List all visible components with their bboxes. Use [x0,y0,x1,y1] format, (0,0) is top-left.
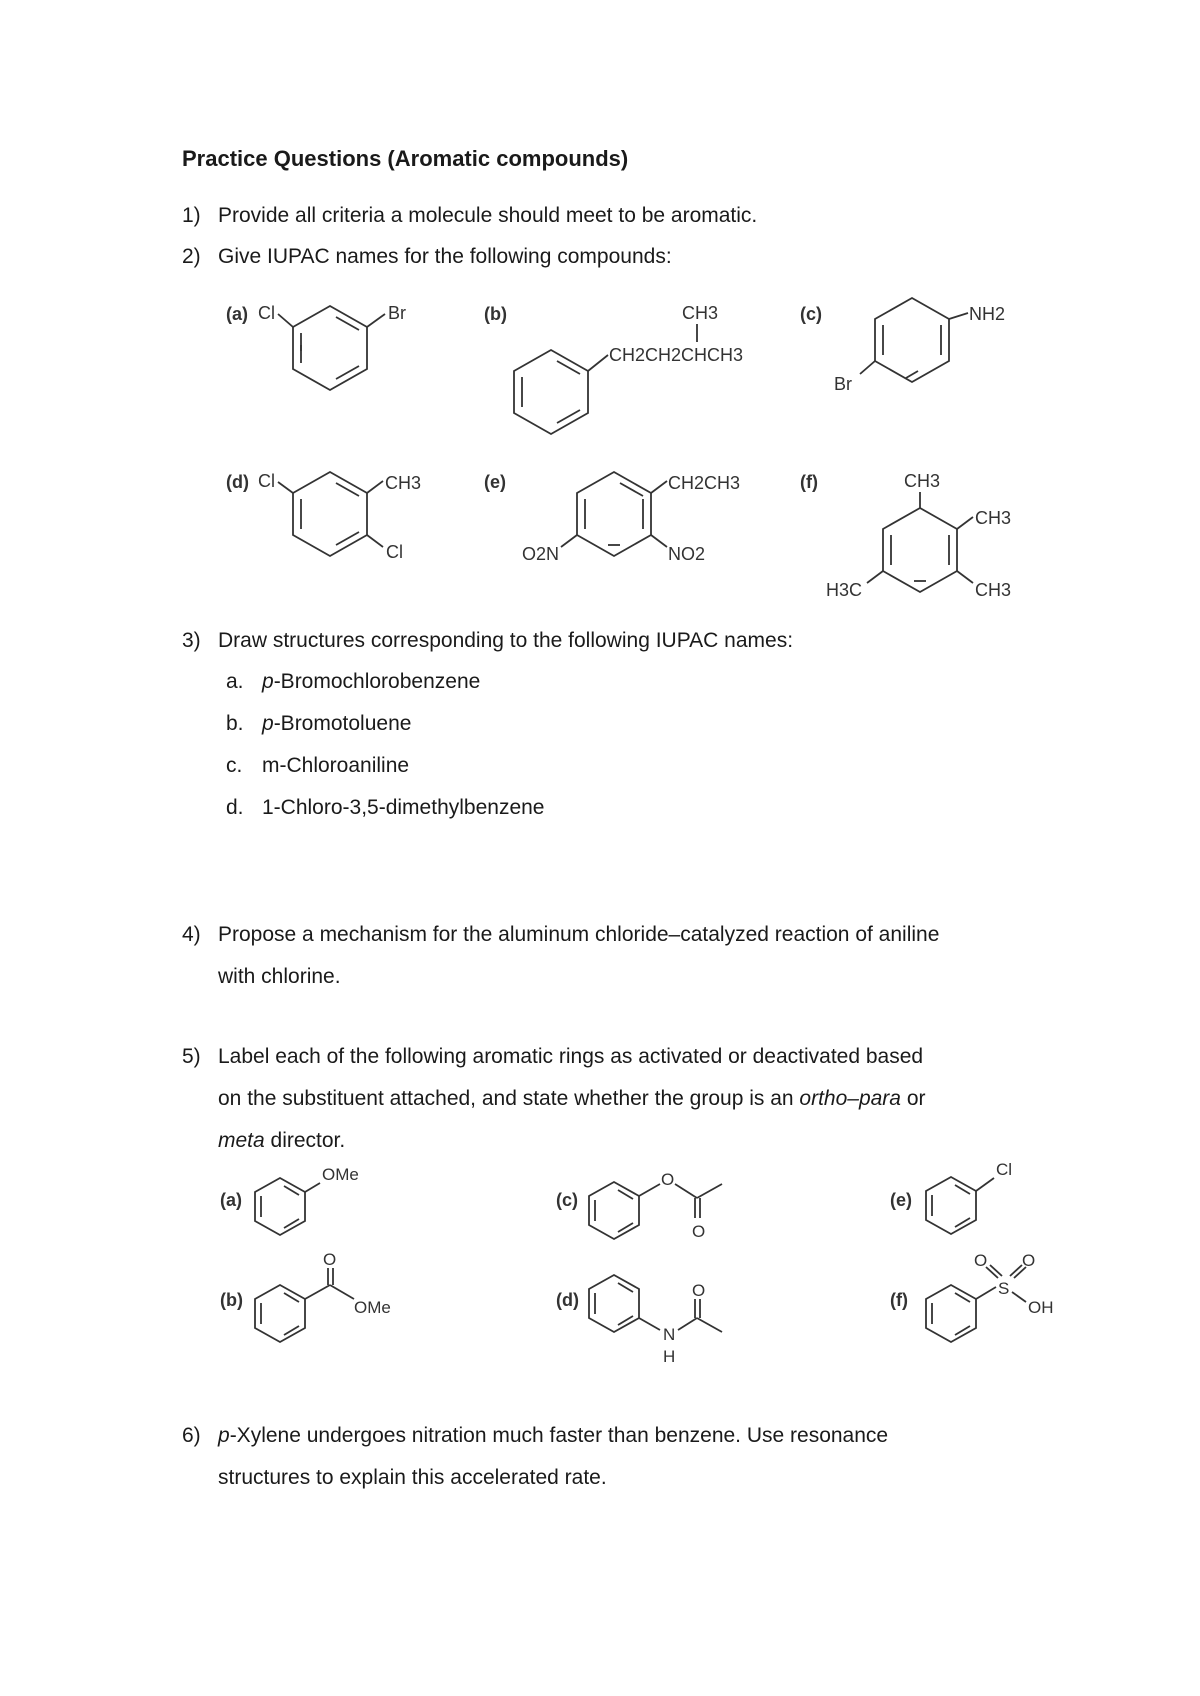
oxygen-label: O [323,1250,337,1269]
substituent-label: Br [834,374,852,394]
question-text: Give IUPAC names for the following compounds: [218,245,672,268]
structure-5d [556,1275,722,1366]
structure-label: (b) [220,1290,243,1310]
item-name: -Bromochlorobenzene [273,670,481,693]
structure-label: (d) [556,1290,579,1310]
substituent-label: Cl [258,303,275,323]
substituent-label: H3C [826,580,863,600]
oxygen-label: O [661,1170,675,1189]
structure-label: (e) [890,1190,912,1210]
question-text-line2: structures to explain this accelerated rate. [218,1466,607,1489]
substituent-label: O2N [522,544,560,564]
oxygen-label: O [974,1251,988,1270]
substituent-label: Cl [386,542,403,562]
structure-2f [800,471,1011,600]
structure-label: (c) [556,1190,578,1210]
structure-2a [226,303,406,390]
structure-label: (d) [226,472,249,492]
structure-2e [484,472,740,564]
substituent-label: CH3 [975,580,1012,600]
question-number: 1) [182,204,201,227]
item-letter: b. [226,712,244,735]
item-prefix: p [262,670,274,693]
structure-label: (f) [800,472,818,492]
page-title: Practice Questions (Aromatic compounds) [182,146,629,171]
substituent-label: OMe [322,1165,359,1184]
substituent-label: NO2 [668,544,706,564]
structure-label: (a) [220,1190,242,1210]
hydroxyl-label: OH [1028,1298,1054,1317]
oxygen-label: O [692,1222,706,1241]
structure-label: (b) [484,304,507,324]
item-name: m-Chloroaniline [262,754,410,777]
oxygen-label: O [1022,1251,1036,1270]
question-number: 5) [182,1045,201,1068]
italic-term: meta [218,1129,265,1152]
structure-5b [220,1250,391,1342]
substituent-label: Br [388,303,406,323]
item-letter: c. [226,754,243,777]
structure-label: (f) [890,1290,908,1310]
item-prefix: p [262,712,274,735]
item-letter: d. [226,796,244,819]
item-name: -Bromotoluene [273,712,412,735]
structure-label: (e) [484,472,506,492]
structure-5f [890,1251,1054,1342]
item-name: 1-Chloro-3,5-dimethylbenzene [262,796,545,819]
substituent-label: OMe [354,1298,391,1317]
question-text-part: or [900,1087,926,1110]
substituent-label: Cl [996,1160,1013,1179]
question-text-line2: with chlorine. [218,965,341,988]
sulfur-label: S [998,1279,1010,1298]
substituent-label: CH3 [385,473,422,493]
question-text-line1: Propose a mechanism for the aluminum chloride–catalyzed reaction of aniline [218,923,940,946]
structure-5c [556,1170,722,1241]
structure-2d [226,471,421,562]
hydrogen-label: H [663,1347,676,1366]
question-text: Provide all criteria a molecule should meet to be aromatic. [218,204,758,227]
substituent-label: CH3 [904,471,941,491]
question-text-line1: Label each of the following aromatic rings as activated or deactivated based [218,1045,924,1068]
methyl-label: CH3 [682,303,719,323]
substituent-label: CH3 [975,508,1012,528]
structure-2b [484,303,743,434]
oxygen-label: O [692,1281,706,1300]
italic-prefix: p [218,1424,230,1447]
question-number: 4) [182,923,201,946]
structure-label: (c) [800,304,822,324]
italic-term: ortho–para [799,1087,901,1110]
nitrogen-label: N [663,1325,676,1344]
structure-5e [890,1160,1012,1234]
question-number: 2) [182,245,201,268]
chain-label: CH2CH2CHCH3 [609,345,744,365]
question-text-line2: on the substituent attached, and state whether the group is an [218,1087,800,1110]
substituent-label: NH2 [969,304,1006,324]
substituent-label: Cl [258,471,275,491]
structure-2c [800,298,1005,394]
question-text: Draw structures corresponding to the following IUPAC names: [218,629,794,652]
question-text-part: director. [264,1129,346,1152]
structure-label: (a) [226,304,248,324]
substituent-label: CH2CH3 [668,473,741,493]
structure-5a [220,1165,359,1235]
item-letter: a. [226,670,244,693]
question-text-line1: -Xylene undergoes nitration much faster than benzene. Use resonance [229,1424,889,1447]
question-number: 3) [182,629,201,652]
question-number: 6) [182,1424,201,1447]
